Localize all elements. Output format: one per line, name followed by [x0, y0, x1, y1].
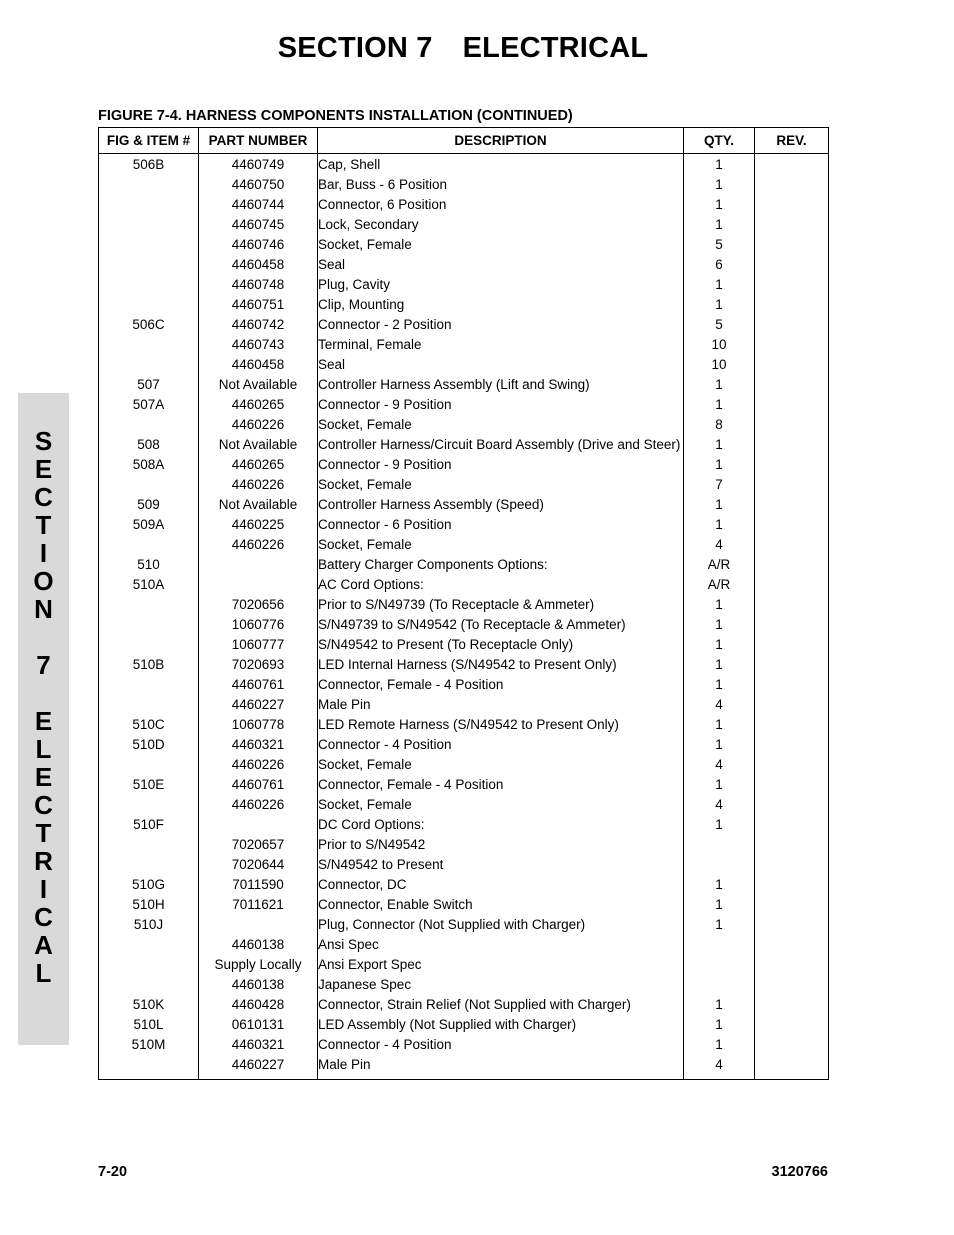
table-row — [99, 1015, 829, 1035]
part-number-cell: 1060776 — [199, 615, 318, 635]
description-cell: DC Cord Options: — [318, 815, 684, 835]
rev-cell — [755, 515, 829, 535]
table-row — [99, 215, 829, 235]
part-number-cell: 7020657 — [199, 835, 318, 855]
fig-item-cell — [99, 635, 199, 655]
table-row — [99, 755, 829, 775]
description-cell: Socket, Female — [318, 795, 684, 815]
rev-cell — [755, 455, 829, 475]
table-row — [99, 955, 829, 975]
rev-cell — [755, 275, 829, 295]
rev-cell — [755, 855, 829, 875]
qty-cell: 1 — [684, 615, 755, 635]
rev-cell — [755, 1055, 829, 1080]
table-row — [99, 655, 829, 675]
table-row — [99, 835, 829, 855]
fig-item-cell: 509 — [99, 495, 199, 515]
part-number-cell: 4460458 — [199, 255, 318, 275]
fig-item-cell: 510M — [99, 1035, 199, 1055]
description-cell: Connector - 9 Position — [318, 395, 684, 415]
part-number-cell: 1060777 — [199, 635, 318, 655]
table-row — [99, 935, 829, 955]
fig-item-cell — [99, 355, 199, 375]
fig-item-cell: 510F — [99, 815, 199, 835]
qty-cell: 10 — [684, 335, 755, 355]
rev-cell — [755, 675, 829, 695]
table-row — [99, 1035, 829, 1055]
fig-item-cell — [99, 295, 199, 315]
qty-cell: 4 — [684, 1055, 755, 1080]
side-tab-text: S E C T I O N 7 E L E C T R I C A L — [33, 426, 54, 988]
parts-table-body — [99, 154, 829, 1080]
part-number-cell: Supply Locally — [199, 955, 318, 975]
fig-item-cell: 510 — [99, 555, 199, 575]
fig-item-cell: 510E — [99, 775, 199, 795]
description-cell: Connector, Enable Switch — [318, 895, 684, 915]
qty-cell: 1 — [684, 1015, 755, 1035]
fig-item-cell: 508 — [99, 435, 199, 455]
description-cell: Connector - 4 Position — [318, 1035, 684, 1055]
part-number-cell: 4460226 — [199, 755, 318, 775]
fig-item-cell — [99, 955, 199, 975]
part-number-cell: 4460226 — [199, 415, 318, 435]
rev-cell — [755, 955, 829, 975]
rev-cell — [755, 335, 829, 355]
fig-item-cell — [99, 975, 199, 995]
fig-item-cell — [99, 215, 199, 235]
qty-cell: 1 — [684, 675, 755, 695]
parts-table — [98, 127, 829, 1080]
description-cell: Male Pin — [318, 695, 684, 715]
part-number-cell — [199, 815, 318, 835]
description-cell: Connector, Strain Relief (Not Supplied with Charger) — [318, 995, 684, 1015]
qty-cell: 8 — [684, 415, 755, 435]
table-row — [99, 735, 829, 755]
qty-cell: 1 — [684, 395, 755, 415]
part-number-cell: 4460227 — [199, 1055, 318, 1080]
description-cell: Plug, Connector (Not Supplied with Charger) — [318, 915, 684, 935]
fig-item-cell: 510H — [99, 895, 199, 915]
description-cell: Seal — [318, 355, 684, 375]
rev-cell — [755, 815, 829, 835]
fig-item-cell — [99, 835, 199, 855]
qty-cell: 1 — [684, 455, 755, 475]
description-cell: Connector, Female - 4 Position — [318, 675, 684, 695]
qty-cell: 6 — [684, 255, 755, 275]
qty-cell: 7 — [684, 475, 755, 495]
qty-cell — [684, 955, 755, 975]
fig-item-cell: 510A — [99, 575, 199, 595]
rev-cell — [755, 415, 829, 435]
part-number-cell: Not Available — [199, 495, 318, 515]
description-cell: Bar, Buss - 6 Position — [318, 175, 684, 195]
qty-cell: 1 — [684, 895, 755, 915]
qty-cell: 5 — [684, 315, 755, 335]
qty-cell: 10 — [684, 355, 755, 375]
part-number-cell: 4460751 — [199, 295, 318, 315]
table-row — [99, 635, 829, 655]
part-number-cell: 7011621 — [199, 895, 318, 915]
description-cell: Connector - 9 Position — [318, 455, 684, 475]
qty-cell: 1 — [684, 495, 755, 515]
rev-cell — [755, 875, 829, 895]
qty-cell: 4 — [684, 695, 755, 715]
part-number-cell: Not Available — [199, 375, 318, 395]
rev-cell — [755, 555, 829, 575]
table-row — [99, 235, 829, 255]
qty-cell — [684, 835, 755, 855]
qty-cell: 4 — [684, 795, 755, 815]
rev-cell — [755, 195, 829, 215]
table-row — [99, 975, 829, 995]
part-number-cell: 7011590 — [199, 875, 318, 895]
rev-cell — [755, 995, 829, 1015]
description-cell: Ansi Spec — [318, 935, 684, 955]
table-row — [99, 675, 829, 695]
description-cell: Socket, Female — [318, 415, 684, 435]
description-cell: Controller Harness Assembly (Lift and Swing) — [318, 375, 684, 395]
table-row — [99, 355, 829, 375]
table-row — [99, 535, 829, 555]
description-cell: Connector, DC — [318, 875, 684, 895]
part-number-cell: Not Available — [199, 435, 318, 455]
table-row — [99, 895, 829, 915]
table-row — [99, 915, 829, 935]
rev-cell — [755, 775, 829, 795]
page-number: 7-20 — [98, 1164, 128, 1180]
fig-item-cell — [99, 1055, 199, 1080]
description-cell: Plug, Cavity — [318, 275, 684, 295]
description-cell: Male Pin — [318, 1055, 684, 1080]
qty-cell: 1 — [684, 655, 755, 675]
description-cell: S/N49542 to Present (To Receptacle Only) — [318, 635, 684, 655]
table-row — [99, 154, 829, 176]
table-row — [99, 595, 829, 615]
part-number-cell: 4460265 — [199, 455, 318, 475]
table-row — [99, 255, 829, 275]
fig-item-cell — [99, 755, 199, 775]
part-number-cell: 4460742 — [199, 315, 318, 335]
description-cell: S/N49542 to Present — [318, 855, 684, 875]
description-cell: AC Cord Options: — [318, 575, 684, 595]
part-number-cell: 4460746 — [199, 235, 318, 255]
part-number-cell: 4460748 — [199, 275, 318, 295]
fig-item-cell — [99, 475, 199, 495]
part-number-cell — [199, 555, 318, 575]
qty-cell: 1 — [684, 435, 755, 455]
rev-cell — [755, 655, 829, 675]
rev-cell — [755, 835, 829, 855]
part-number-cell: 4460226 — [199, 475, 318, 495]
fig-item-cell — [99, 535, 199, 555]
qty-cell — [684, 855, 755, 875]
qty-cell: 1 — [684, 515, 755, 535]
description-cell: Connector, Female - 4 Position — [318, 775, 684, 795]
table-row — [99, 435, 829, 455]
part-number-cell: 4460428 — [199, 995, 318, 1015]
part-number-cell: 4460744 — [199, 195, 318, 215]
fig-item-cell: 507A — [99, 395, 199, 415]
qty-cell — [684, 975, 755, 995]
table-row — [99, 695, 829, 715]
description-cell: LED Remote Harness (S/N49542 to Present Only) — [318, 715, 684, 735]
part-number-cell — [199, 915, 318, 935]
qty-cell: 1 — [684, 595, 755, 615]
fig-item-cell — [99, 195, 199, 215]
qty-cell: 1 — [684, 735, 755, 755]
table-row — [99, 775, 829, 795]
part-number-cell: 4460761 — [199, 675, 318, 695]
fig-item-cell: 510L — [99, 1015, 199, 1035]
rev-cell — [755, 175, 829, 195]
part-number-cell: 4460226 — [199, 535, 318, 555]
table-row — [99, 875, 829, 895]
column-header-description: DESCRIPTION — [318, 128, 684, 154]
qty-cell: 1 — [684, 275, 755, 295]
fig-item-cell: 510D — [99, 735, 199, 755]
part-number-cell: 4460761 — [199, 775, 318, 795]
qty-cell: 1 — [684, 815, 755, 835]
qty-cell: 1 — [684, 775, 755, 795]
fig-item-cell: 506C — [99, 315, 199, 335]
section-name: ELECTRICAL — [462, 32, 649, 64]
rev-cell — [755, 315, 829, 335]
description-cell: Controller Harness/Circuit Board Assembly (Drive and Steer) — [318, 435, 684, 455]
table-row — [99, 455, 829, 475]
qty-cell: 4 — [684, 535, 755, 555]
part-number-cell: 4460750 — [199, 175, 318, 195]
rev-cell — [755, 395, 829, 415]
rev-cell — [755, 595, 829, 615]
description-cell: Socket, Female — [318, 755, 684, 775]
part-number-cell: 4460226 — [199, 795, 318, 815]
description-cell: Socket, Female — [318, 235, 684, 255]
part-number-cell — [199, 575, 318, 595]
part-number-cell: 4460138 — [199, 935, 318, 955]
description-cell: Lock, Secondary — [318, 215, 684, 235]
document-number: 3120766 — [771, 1164, 828, 1180]
fig-item-cell: 507 — [99, 375, 199, 395]
fig-item-cell — [99, 275, 199, 295]
qty-cell: 1 — [684, 215, 755, 235]
fig-item-cell — [99, 615, 199, 635]
rev-cell — [755, 935, 829, 955]
table-row — [99, 555, 829, 575]
qty-cell: 5 — [684, 235, 755, 255]
fig-item-cell — [99, 335, 199, 355]
qty-cell: A/R — [684, 555, 755, 575]
part-number-cell: 7020656 — [199, 595, 318, 615]
rev-cell — [755, 1015, 829, 1035]
rev-cell — [755, 715, 829, 735]
description-cell: Prior to S/N49542 — [318, 835, 684, 855]
table-row — [99, 495, 829, 515]
rev-cell — [755, 795, 829, 815]
fig-item-cell: 510K — [99, 995, 199, 1015]
part-number-cell: 0610131 — [199, 1015, 318, 1035]
rev-cell — [755, 235, 829, 255]
table-row — [99, 615, 829, 635]
fig-item-cell — [99, 795, 199, 815]
description-cell: Terminal, Female — [318, 335, 684, 355]
rev-cell — [755, 755, 829, 775]
rev-cell — [755, 215, 829, 235]
rev-cell — [755, 635, 829, 655]
column-header-qty: QTY. — [684, 128, 755, 154]
fig-item-cell: 510G — [99, 875, 199, 895]
rev-cell — [755, 1035, 829, 1055]
description-cell: Connector - 2 Position — [318, 315, 684, 335]
rev-cell — [755, 435, 829, 455]
table-row — [99, 795, 829, 815]
fig-item-cell — [99, 235, 199, 255]
part-number-cell: 7020644 — [199, 855, 318, 875]
rev-cell — [755, 255, 829, 275]
qty-cell: 1 — [684, 375, 755, 395]
table-row — [99, 475, 829, 495]
page-title — [0, 32, 926, 65]
qty-cell: 1 — [684, 295, 755, 315]
part-number-cell: 1060778 — [199, 715, 318, 735]
description-cell: Cap, Shell — [318, 154, 684, 176]
qty-cell: 1 — [684, 915, 755, 935]
table-row — [99, 815, 829, 835]
rev-cell — [755, 295, 829, 315]
table-row — [99, 395, 829, 415]
table-row — [99, 295, 829, 315]
fig-item-cell — [99, 595, 199, 615]
table-row — [99, 515, 829, 535]
rev-cell — [755, 475, 829, 495]
rev-cell — [755, 735, 829, 755]
description-cell: LED Internal Harness (S/N49542 to Present Only) — [318, 655, 684, 675]
table-row — [99, 995, 829, 1015]
table-row — [99, 715, 829, 735]
column-header-rev: REV. — [755, 128, 829, 154]
qty-cell: 1 — [684, 175, 755, 195]
part-number-cell: 4460321 — [199, 1035, 318, 1055]
part-number-cell: 4460225 — [199, 515, 318, 535]
fig-item-cell — [99, 255, 199, 275]
fig-item-cell — [99, 675, 199, 695]
fig-item-cell — [99, 935, 199, 955]
column-header-fig-item: FIG & ITEM # — [99, 128, 199, 154]
description-cell: LED Assembly (Not Supplied with Charger) — [318, 1015, 684, 1035]
description-cell: Connector - 4 Position — [318, 735, 684, 755]
fig-item-cell: 508A — [99, 455, 199, 475]
table-row — [99, 335, 829, 355]
rev-cell — [755, 895, 829, 915]
description-cell: Seal — [318, 255, 684, 275]
table-row — [99, 415, 829, 435]
fig-item-cell: 510C — [99, 715, 199, 735]
part-number-cell: 4460458 — [199, 355, 318, 375]
rev-cell — [755, 915, 829, 935]
table-row — [99, 315, 829, 335]
figure-title: FIGURE 7-4. HARNESS COMPONENTS INSTALLATION (CONTINUED) — [98, 108, 573, 124]
section-number: SECTION 7 — [277, 32, 433, 64]
rev-cell — [755, 535, 829, 555]
qty-cell: 1 — [684, 635, 755, 655]
part-number-cell: 4460749 — [199, 154, 318, 176]
description-cell: Socket, Female — [318, 475, 684, 495]
table-row — [99, 275, 829, 295]
rev-cell — [755, 495, 829, 515]
qty-cell: 1 — [684, 715, 755, 735]
qty-cell: 1 — [684, 995, 755, 1015]
rev-cell — [755, 154, 829, 176]
table-header-row — [99, 128, 829, 154]
part-number-cell: 4460743 — [199, 335, 318, 355]
part-number-cell: 4460265 — [199, 395, 318, 415]
description-cell: Prior to S/N49739 (To Receptacle & Ammeter) — [318, 595, 684, 615]
fig-item-cell: 510B — [99, 655, 199, 675]
table-row — [99, 375, 829, 395]
qty-cell: 1 — [684, 1035, 755, 1055]
part-number-cell: 4460227 — [199, 695, 318, 715]
qty-cell: 4 — [684, 755, 755, 775]
table-row — [99, 1055, 829, 1080]
description-cell: Ansi Export Spec — [318, 955, 684, 975]
part-number-cell: 4460138 — [199, 975, 318, 995]
qty-cell: 1 — [684, 154, 755, 176]
qty-cell: A/R — [684, 575, 755, 595]
rev-cell — [755, 615, 829, 635]
description-cell: Battery Charger Components Options: — [318, 555, 684, 575]
fig-item-cell: 506B — [99, 154, 199, 176]
fig-item-cell: 510J — [99, 915, 199, 935]
rev-cell — [755, 355, 829, 375]
part-number-cell: 4460321 — [199, 735, 318, 755]
rev-cell — [755, 575, 829, 595]
fig-item-cell — [99, 415, 199, 435]
description-cell: Controller Harness Assembly (Speed) — [318, 495, 684, 515]
table-row — [99, 575, 829, 595]
rev-cell — [755, 975, 829, 995]
part-number-cell: 7020693 — [199, 655, 318, 675]
description-cell: Clip, Mounting — [318, 295, 684, 315]
description-cell: S/N49739 to S/N49542 (To Receptacle & Ammeter) — [318, 615, 684, 635]
qty-cell: 1 — [684, 195, 755, 215]
description-cell: Connector, 6 Position — [318, 195, 684, 215]
column-header-part-number: PART NUMBER — [199, 128, 318, 154]
qty-cell: 1 — [684, 875, 755, 895]
qty-cell — [684, 935, 755, 955]
table-row — [99, 855, 829, 875]
description-cell: Socket, Female — [318, 535, 684, 555]
fig-item-cell — [99, 695, 199, 715]
description-cell: Japanese Spec — [318, 975, 684, 995]
fig-item-cell: 509A — [99, 515, 199, 535]
table-row — [99, 175, 829, 195]
description-cell: Connector - 6 Position — [318, 515, 684, 535]
rev-cell — [755, 695, 829, 715]
fig-item-cell — [99, 175, 199, 195]
rev-cell — [755, 375, 829, 395]
table-row — [99, 195, 829, 215]
section-side-tab — [18, 393, 69, 1045]
part-number-cell: 4460745 — [199, 215, 318, 235]
fig-item-cell — [99, 855, 199, 875]
